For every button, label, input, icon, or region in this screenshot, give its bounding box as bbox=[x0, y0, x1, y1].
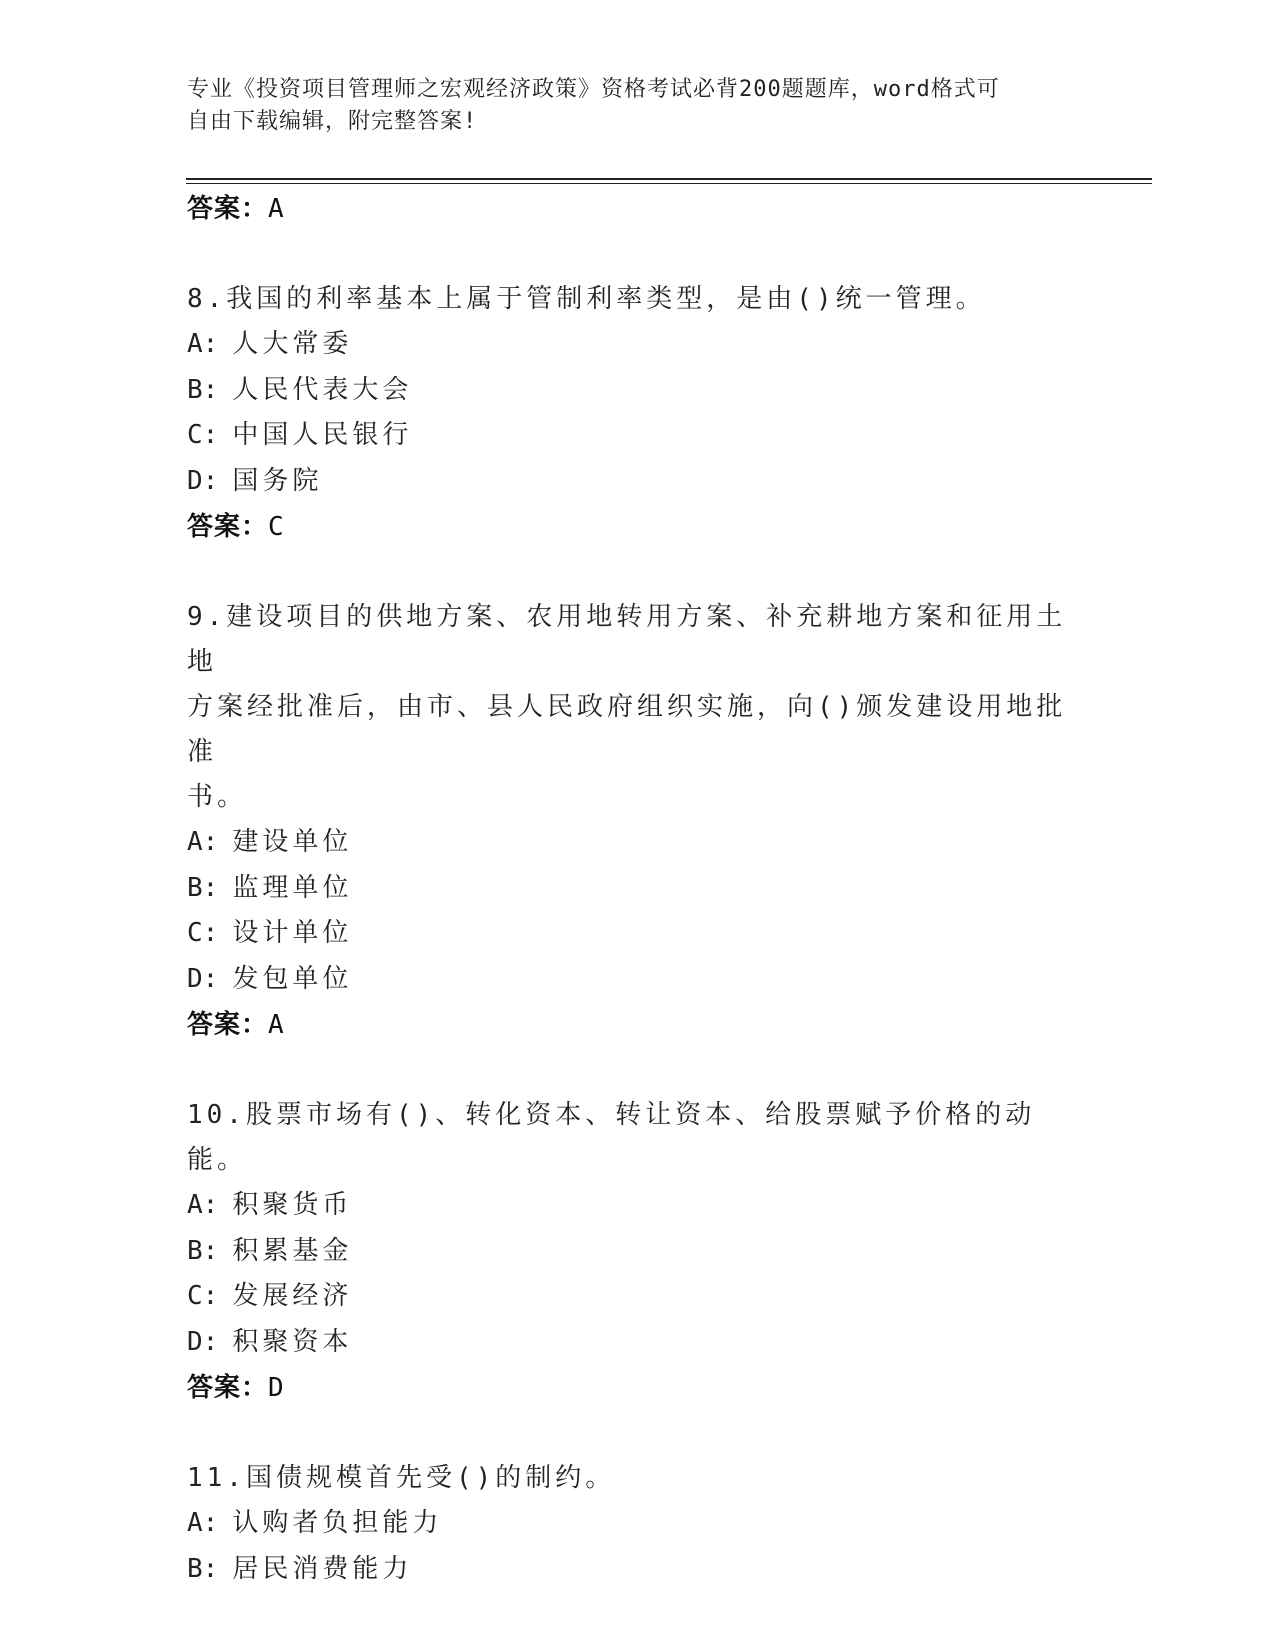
option-text: 人大常委 bbox=[232, 329, 353, 359]
option-text: 积聚货币 bbox=[232, 1190, 353, 1220]
header-line-1: 专业《投资项目管理师之宏观经济政策》资格考试必背200题题库，word格式可 bbox=[187, 77, 1000, 102]
option-b bbox=[187, 368, 1067, 414]
question-stem: 8.我国的利率基本上属于管制利率类型，是由()统一管理。 bbox=[187, 284, 986, 314]
option-text: 中国人民银行 bbox=[232, 420, 413, 450]
option-key: B: bbox=[187, 872, 219, 903]
option-key: B: bbox=[187, 1235, 219, 1266]
question-stem: 11.国债规模首先受()的制约。 bbox=[187, 1463, 616, 1493]
option-text: 积累基金 bbox=[232, 1235, 353, 1266]
option-d bbox=[187, 459, 1067, 505]
answer-value: C bbox=[268, 512, 285, 542]
question-stem-line-3: 书。 bbox=[187, 782, 248, 812]
option-key: D: bbox=[187, 963, 219, 994]
question-10 bbox=[187, 1093, 1067, 1411]
option-a bbox=[187, 1183, 1067, 1229]
spacer bbox=[187, 1048, 1067, 1093]
option-key: A: bbox=[187, 1508, 219, 1538]
option-c bbox=[187, 413, 1067, 459]
question-9 bbox=[187, 595, 1067, 1048]
header-line-2: 自由下载编辑，附完整答案! bbox=[187, 109, 478, 134]
question-11 bbox=[187, 1456, 1067, 1592]
page-header bbox=[187, 74, 1067, 138]
option-a bbox=[187, 820, 1067, 866]
option-key: A: bbox=[187, 329, 219, 359]
option-b bbox=[187, 866, 1067, 912]
option-key: B: bbox=[187, 1553, 219, 1584]
option-key: D: bbox=[187, 1326, 219, 1357]
question-stem-line-2: 方案经批准后，由市、县人民政府组织实施，向()颁发建设用地批准 bbox=[187, 692, 1067, 767]
option-key: A: bbox=[187, 827, 219, 857]
option-text: 认购者负担能力 bbox=[232, 1508, 443, 1538]
option-text: 发展经济 bbox=[232, 1281, 353, 1311]
option-c bbox=[187, 911, 1067, 957]
question-answer bbox=[187, 504, 1067, 550]
option-key: C: bbox=[187, 1281, 219, 1311]
spacer bbox=[187, 1411, 1067, 1456]
option-a bbox=[187, 322, 1067, 368]
question-stem: 10.股票市场有()、转化资本、转让资本、给股票赋予价格的动能。 bbox=[187, 1100, 1036, 1175]
answer-label: 答案： bbox=[187, 1010, 269, 1040]
option-text: 国务院 bbox=[232, 465, 323, 496]
question-stem-line-1: 9.建设项目的供地方案、农用地转用方案、补充耕地方案和征用土地 bbox=[187, 602, 1067, 677]
spacer bbox=[187, 550, 1067, 595]
header-rule-thin bbox=[186, 183, 1152, 184]
header-rule-thick bbox=[186, 178, 1152, 180]
option-text: 发包单位 bbox=[232, 963, 353, 994]
spacer bbox=[187, 232, 1067, 277]
answer-label: 答案： bbox=[187, 1373, 269, 1403]
answer-value: D bbox=[268, 1373, 285, 1403]
option-key: B: bbox=[187, 374, 219, 405]
answer-label: 答案： bbox=[187, 194, 269, 224]
option-key: D: bbox=[187, 465, 219, 496]
option-text: 积聚资本 bbox=[232, 1326, 353, 1357]
option-text: 监理单位 bbox=[232, 872, 353, 903]
option-text: 建设单位 bbox=[232, 827, 353, 857]
previous-answer bbox=[187, 186, 1067, 232]
option-text: 人民代表大会 bbox=[232, 374, 413, 405]
option-d bbox=[187, 1320, 1067, 1366]
question-answer bbox=[187, 1002, 1067, 1048]
answer-value: A bbox=[268, 194, 285, 224]
question-answer bbox=[187, 1365, 1067, 1411]
option-b bbox=[187, 1547, 1067, 1593]
option-text: 居民消费能力 bbox=[232, 1553, 413, 1584]
question-8 bbox=[187, 277, 1067, 550]
option-key: C: bbox=[187, 420, 219, 450]
option-key: C: bbox=[187, 918, 219, 948]
option-c bbox=[187, 1274, 1067, 1320]
option-d bbox=[187, 957, 1067, 1003]
option-b bbox=[187, 1229, 1067, 1275]
option-text: 设计单位 bbox=[232, 918, 353, 948]
answer-label: 答案： bbox=[187, 512, 269, 542]
option-a bbox=[187, 1501, 1067, 1547]
answer-value: A bbox=[268, 1010, 285, 1040]
option-key: A: bbox=[187, 1190, 219, 1220]
question-list bbox=[187, 186, 1067, 1592]
